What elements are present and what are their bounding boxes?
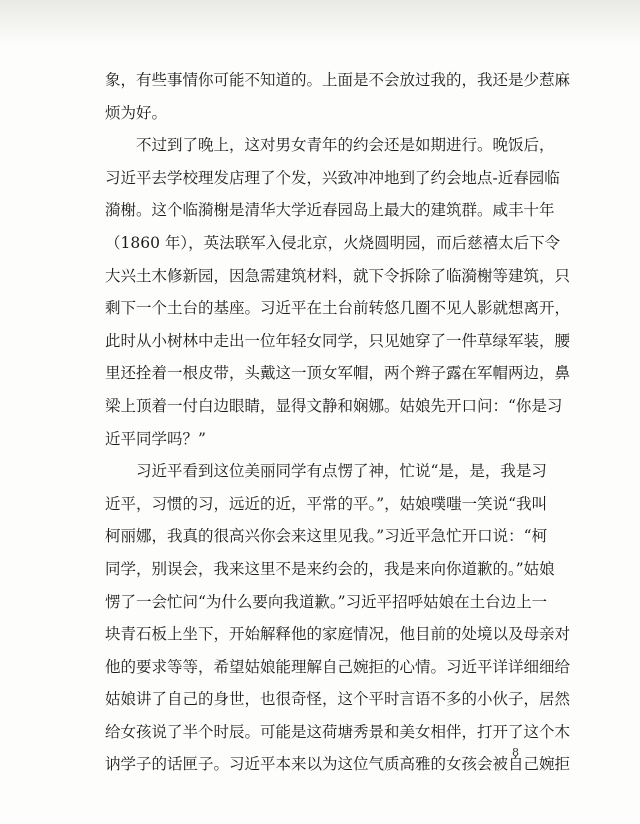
text-line: 给女孩说了半个时辰。可能是这荷塘秀景和美女相伴，打开了这个木 xyxy=(105,722,571,741)
text-line: 烦为好。 xyxy=(105,103,168,122)
text-line: 同学，别误会，我来这里不是来约会的，我是来向你道歉的。”姑娘 xyxy=(105,559,555,578)
text-line: 梁上顶着一付白边眼睛，显得文静和娴娜。姑娘先开口问：“你是习 xyxy=(105,396,563,415)
text-line: 他的要求等等，希望姑娘能理解自己婉拒的心情。习近平详详细细给 xyxy=(105,657,571,676)
text-line: （1860 年），英法联军入侵北京，火烧圆明园，而后慈禧太后下令 xyxy=(105,233,561,252)
text-line: 漪榭。这个临漪榭是清华大学近春园岛上最大的建筑群。咸丰十年 xyxy=(105,201,555,220)
text-line: 姑娘讲了自己的身世，也很奇怪，这个平时言语不多的小伙子，居然 xyxy=(105,690,571,709)
text-line: 里还拴着一根皮带，头戴这一顶女军帽，两个辫子露在军帽两边，鼻 xyxy=(105,364,571,383)
text-line: 近平同学吗？” xyxy=(105,429,206,448)
paragraph-first-line: 不过到了晚上，这对男女青年的约会还是如期进行。晚饭后， xyxy=(136,136,555,155)
body-text xyxy=(105,64,571,781)
text-line: 近平，习惯的习，远近的近，平常的平。”，姑娘噗嗤一笑说“我叫 xyxy=(105,494,548,513)
text-line: 讷学子的话匣子。习近平本来以为这位气质高雅的女孩会被自己婉拒 xyxy=(105,755,571,774)
scan-shadow xyxy=(0,0,640,46)
text-line: 柯丽娜，我真的很高兴你会来这里见我。”习近平急忙开口说：“柯 xyxy=(105,527,548,546)
text-line: 习近平去学校理发店理了个发，兴致冲冲地到了约会地点-近春园临 xyxy=(105,168,560,187)
text-line: 块青石板上坐下，开始解释他的家庭情况，他目前的处境以及母亲对 xyxy=(105,625,571,644)
text-line: 愣了一会忙问“为什么要向我道歉。”习近平招呼姑娘在土台边上一 xyxy=(105,592,548,611)
text-line: 大兴土木修新园，因急需建筑材料，就下令拆除了临漪榭等建筑，只 xyxy=(105,266,571,285)
text-line: 象，有些事情你可能不知道的。上面是不会放过我的，我还是少惹麻 xyxy=(105,71,571,89)
text-line: 此时从小树林中走出一位年轻女同学，只见她穿了一件草绿军装，腰 xyxy=(105,331,571,350)
page-number: 8 xyxy=(512,746,519,759)
text-line: 剩下一个土台的基座。习近平在土台前转悠几圈不见人影就想离开， xyxy=(105,299,571,318)
paragraph-first-line: 习近平看到这位美丽同学有点愣了神，忙说“是，是，我是习 xyxy=(136,462,547,481)
